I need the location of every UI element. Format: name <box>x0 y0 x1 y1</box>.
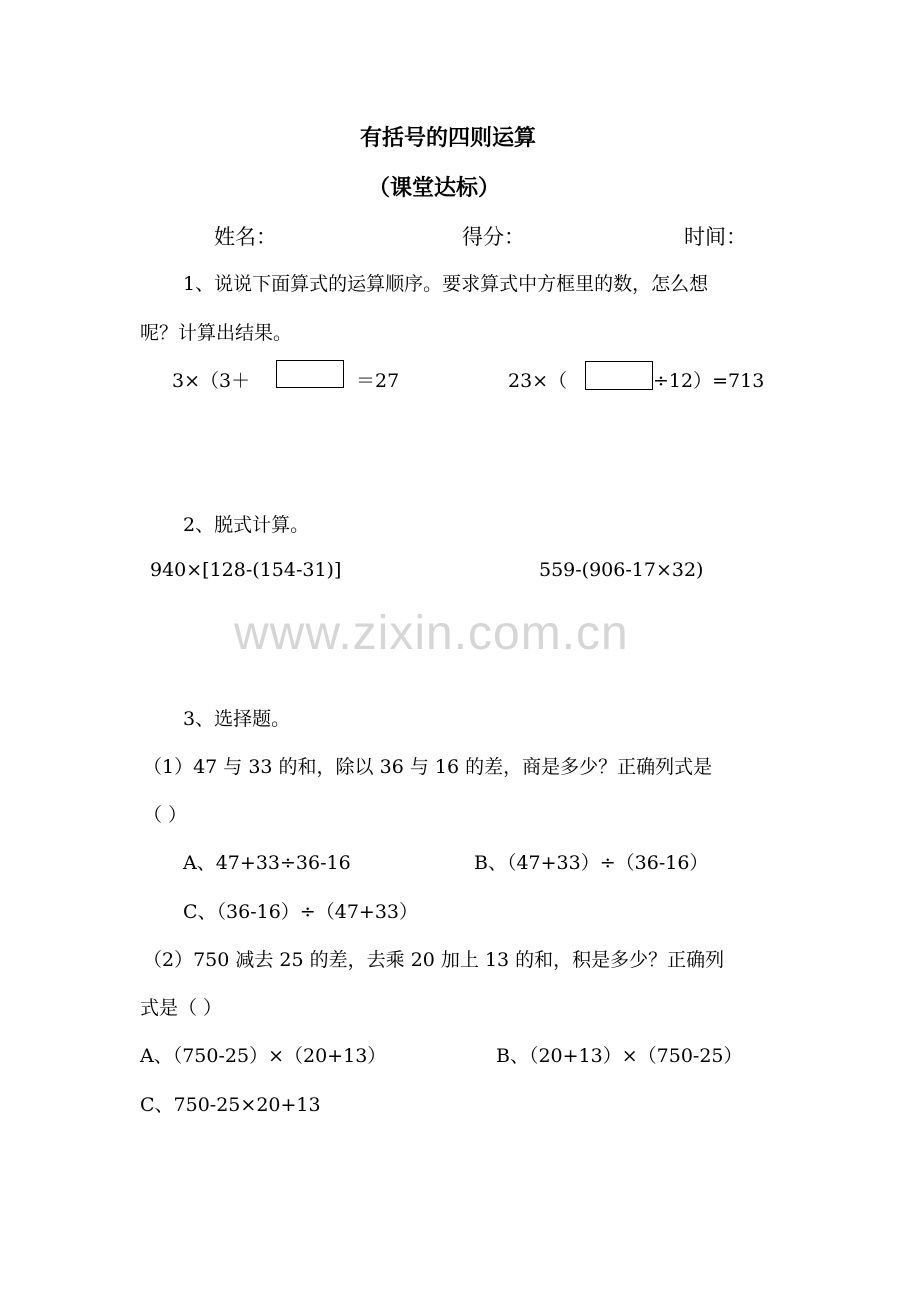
q1-equation2-right: ÷12）=713 <box>653 370 765 392</box>
q3-heading: 3、选择题。 <box>183 708 291 730</box>
name-label: 姓名： <box>214 225 277 249</box>
q3-problem2-line2: 式是（ ） <box>140 997 223 1019</box>
q3-problem1-option-b: B、（47+33）÷（36-16） <box>474 852 709 874</box>
watermark: www.zixin.com.cn <box>234 607 629 660</box>
q2-expression-2: 559-(906-17×32) <box>539 559 704 581</box>
q1-equation2-left: 23×（ <box>508 370 568 392</box>
q3-problem1-line1: （1）47 与 33 的和，除以 36 与 16 的差，商是多少？正确列式是 <box>143 756 713 778</box>
q3-problem2-option-b: B、（20+13）×（750-25） <box>496 1045 743 1067</box>
q3-problem1-option-c: C、（36-16）÷（47+33） <box>183 901 419 923</box>
q1-text-line2: 呢？计算出结果。 <box>140 322 293 344</box>
q1-text-line1: 1、说说下面算式的运算顺序。要求算式中方框里的数，怎么想 <box>183 273 709 295</box>
score-label: 得分： <box>462 225 525 249</box>
q3-problem1-line2: （ ） <box>143 804 188 826</box>
page-title: 有括号的四则运算 <box>360 126 537 151</box>
answer-box-2[interactable] <box>585 361 653 390</box>
time-label: 时间： <box>684 225 747 249</box>
page-subtitle: （课堂达标） <box>368 176 501 201</box>
q3-problem2-line1: （2）750 减去 25 的差，去乘 20 加上 13 的和，积是多少？正确列 <box>143 949 725 971</box>
q3-problem2-option-c: C、750-25×20+13 <box>140 1094 321 1116</box>
q2-expression-1: 940×[128-(154-31)] <box>150 559 342 581</box>
q1-equation1-left: 3×（3＋ <box>172 370 251 392</box>
q3-problem1-option-a: A、47+33÷36-16 <box>183 852 351 874</box>
q1-equation1-right: ＝27 <box>356 370 400 392</box>
answer-box-1[interactable] <box>276 360 344 388</box>
q3-problem2-option-a: A、（750-25）×（20+13） <box>140 1045 387 1067</box>
q2-heading: 2、脱式计算。 <box>183 514 310 536</box>
